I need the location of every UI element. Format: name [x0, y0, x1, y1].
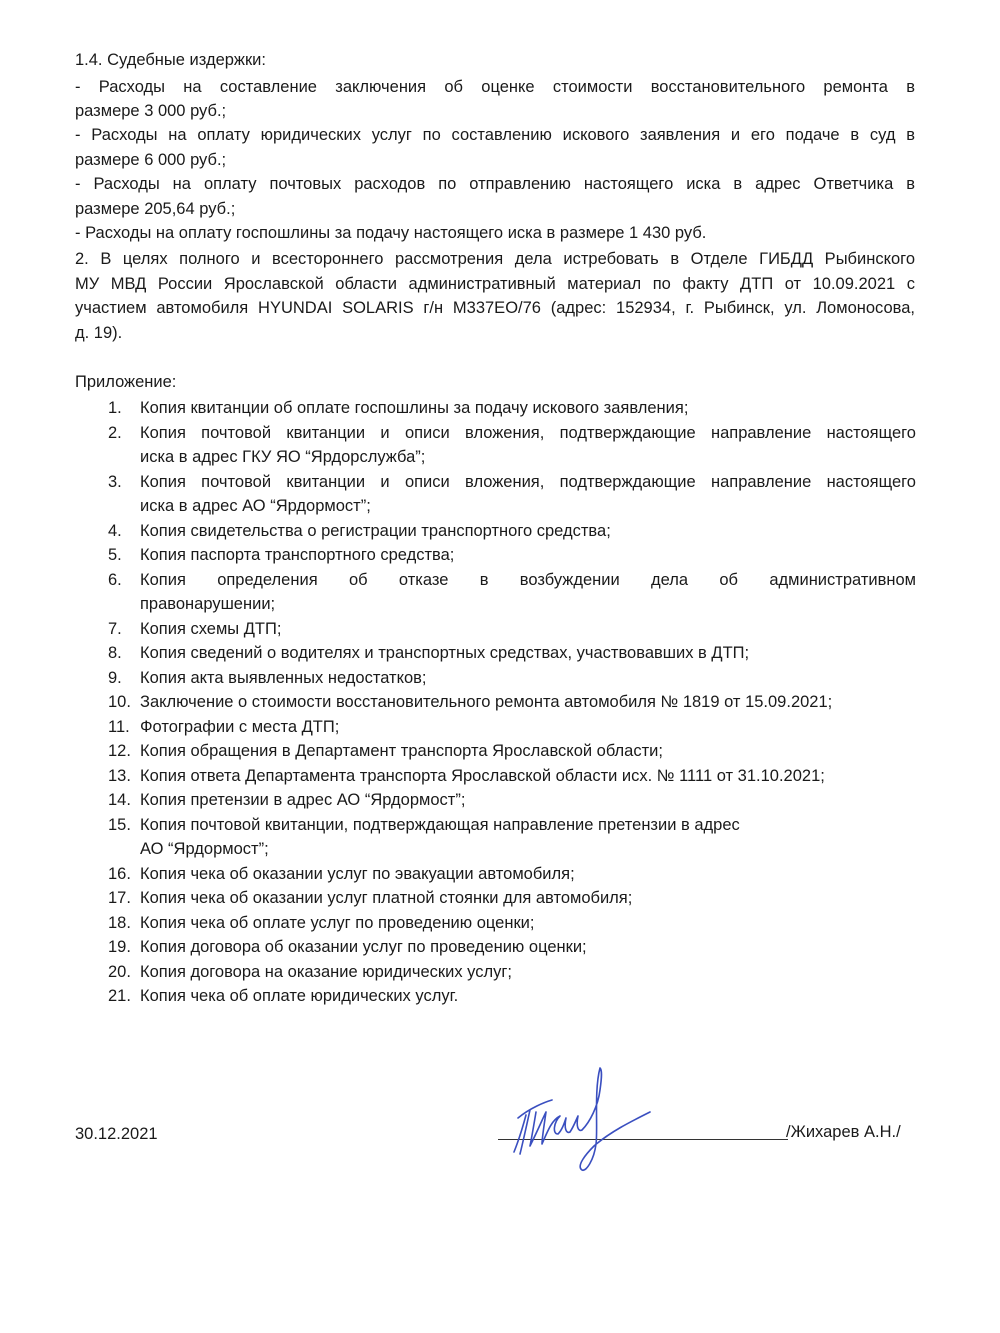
appendix-item-number: 8.: [108, 644, 122, 662]
cost-item-2: - Расходы на оплату юридических услуг по составлению искового заявления и его подаче в суд в: [75, 126, 915, 144]
request-line-3: участием автомобиля HYUNDAI SOLARIS г/н М337ЕО/76 (адрес: 152934, г. Рыбинск, ул. Ломоносова,: [75, 299, 915, 317]
request-line-4: д. 19).: [75, 324, 123, 342]
appendix-item-number: 6.: [108, 570, 122, 589]
appendix-item-number: 16.: [108, 864, 131, 883]
appendix-item-text: Копия договора на оказание юридических услуг;: [140, 962, 512, 981]
appendix-item-continuation: иска в адрес АО “Ярдормост”;: [140, 497, 371, 515]
appendix-item-number: 3.: [108, 472, 122, 491]
appendix-item-number: 2.: [108, 423, 122, 442]
appendix-item-text: Копия чека об оплате услуг по проведению оценки;: [140, 913, 535, 932]
appendix-item-text: Копия почтовой квитанции и описи вложения, подтверждающие направление настоящего: [140, 423, 916, 442]
appendix-item-number: 19.: [108, 938, 131, 956]
appendix-item-number: 11.: [108, 717, 130, 736]
appendix-item-text: Копия чека об оплате юридических услуг.: [140, 987, 459, 1005]
appendix-item-text: Копия обращения в Департамент транспорта Ярославской области;: [140, 742, 663, 760]
cost-item-4: - Расходы на оплату госпошлины за подачу настоящего иска в размере 1 430 руб.: [75, 224, 707, 242]
cost-item-1-cont: размере 3 000 руб.;: [75, 102, 227, 120]
appendix-item-number: 12.: [108, 742, 131, 760]
appendix-item-number: 10.: [108, 693, 131, 711]
appendix-item-text: Фотографии с места ДТП;: [140, 717, 340, 736]
appendix-item-text: Копия чека об оказании услуг платной стоянки для автомобиля;: [140, 889, 633, 907]
appendix-item-continuation: иска в адрес ГКУ ЯО “Ярдорслужба”;: [140, 448, 426, 466]
appendix-item-text: Копия определения об отказе в возбуждении дела об административном: [140, 570, 916, 589]
appendix-item-text: Копия почтовой квитанции и описи вложения, подтверждающие направление настоящего: [140, 472, 916, 491]
appendix-item-number: 18.: [108, 913, 131, 932]
appendix-item-number: 15.: [108, 815, 131, 834]
signature-icon: [490, 1060, 690, 1180]
appendix-item-text: Копия ответа Департамента транспорта Ярославской области исх. № 1111 от 31.10.2021;: [140, 766, 825, 785]
appendix-item-number: 17.: [108, 889, 131, 907]
appendix-item-text: Копия договора об оказании услуг по проведению оценки;: [140, 938, 587, 956]
appendix-item-number: 13.: [108, 766, 131, 785]
document-date: 30.12.2021: [75, 1125, 158, 1143]
appendix-item-number: 1.: [108, 399, 122, 417]
costs-heading: 1.4. Судебные издержки:: [75, 51, 266, 69]
appendix-item-text: Копия сведений о водителях и транспортных средствах, участвовавших в ДТП;: [140, 644, 750, 662]
appendix-item-text: Копия почтовой квитанции, подтверждающая направление претензии в адрес: [140, 815, 740, 834]
cost-item-3-cont: размере 205,64 руб.;: [75, 200, 236, 218]
appendix-item-continuation: АО “Ярдормост”;: [140, 840, 269, 858]
appendix-item-number: 5.: [108, 546, 122, 564]
appendix-item-text: Копия чека об оказании услуг по эвакуации автомобиля;: [140, 864, 575, 883]
appendix-item-text: Заключение о стоимости восстановительного ремонта автомобиля № 1819 от 15.09.2021;: [140, 693, 833, 711]
appendix-item-text: Копия квитанции об оплате госпошлины за подачу искового заявления;: [140, 399, 689, 417]
appendix-item-text: Копия паспорта транспортного средства;: [140, 546, 455, 564]
appendix-item-number: 20.: [108, 962, 131, 981]
appendix-item-text: Копия свидетельства о регистрации транспортного средства;: [140, 521, 611, 540]
appendix-item-text: Копия схемы ДТП;: [140, 619, 282, 638]
appendix-item-number: 14.: [108, 791, 131, 809]
appendix-item-number: 4.: [108, 521, 122, 540]
appendix-item-text: Копия претензии в адрес АО “Ярдормост”;: [140, 791, 466, 809]
request-line-2: МУ МВД России Ярославской области административный материал по факту ДТП от 10.09.2021 с: [75, 275, 915, 293]
appendix-item-text: Копия акта выявленных недостатков;: [140, 668, 427, 687]
cost-item-1: - Расходы на составление заключения об оценке стоимости восстановительного ремонта в: [75, 78, 915, 96]
cost-item-2-cont: размере 6 000 руб.;: [75, 151, 227, 169]
appendix-heading: Приложение:: [75, 373, 177, 391]
appendix-item-continuation: правонарушении;: [140, 595, 276, 613]
appendix-item-number: 21.: [108, 987, 131, 1005]
appendix-item-number: 7.: [108, 619, 122, 638]
cost-item-3: - Расходы на оплату почтовых расходов по отправлению настоящего иска в адрес Ответчика в: [75, 175, 915, 193]
appendix-item-number: 9.: [108, 668, 122, 687]
signer-name: /Жихарев А.Н./: [786, 1123, 901, 1141]
request-line-1: 2. В целях полного и всестороннего рассмотрения дела истребовать в Отделе ГИБДД Рыбинского: [75, 250, 915, 268]
